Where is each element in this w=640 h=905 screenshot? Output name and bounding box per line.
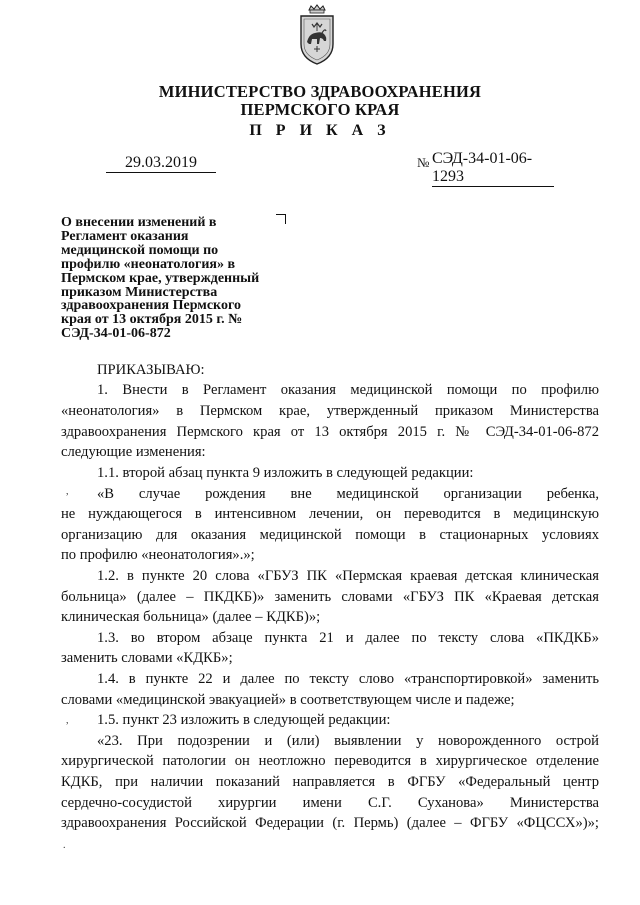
subject-line: СЭД-34-01-06-872 <box>61 326 171 342</box>
subject-line: медицинской помощи по <box>61 242 219 258</box>
ministry-region: ПЕРМСКОГО КРАЯ <box>240 100 400 119</box>
scan-speck: , <box>66 486 69 497</box>
subject-line: здравоохранения Пермского <box>61 298 241 314</box>
body-line: 1. Внести в Регламент оказания медицинской помощи по профилю <box>97 382 599 398</box>
scan-speck: . <box>63 840 66 851</box>
body-line: 1.2. в пункте 20 слова «ГБУЗ ПК «Пермская краевая детская клиническая <box>97 568 599 584</box>
scan-speck: , <box>66 715 69 726</box>
body-line: хирургической патологии он неотложно переводится в хирургическое отделение <box>61 753 599 769</box>
order-directive: ПРИКАЗЫВАЮ: <box>97 362 205 378</box>
body-line: организацию для оказания медицинской помощи в стационарных условиях <box>61 527 599 543</box>
body-line: 1.1. второй абзац пункта 9 изложить в следующей редакции: <box>97 465 474 481</box>
body-line: не нуждающегося в интенсивном лечении, он переводится в медицинскую <box>61 506 599 522</box>
document-type-title: П Р И К А З <box>249 122 391 139</box>
body-line: «23. При подозрении и (или) выявлении у новорожденного острой <box>97 733 599 749</box>
subject-line: О внесении изменений в <box>61 215 217 230</box>
body-line: 1.4. в пункте 22 и далее по тексту слово «транспортировкой» заменить <box>97 671 599 687</box>
subject-line: Пермском крае, утвержденный <box>61 270 260 286</box>
body-line: сердечно-сосудистой хирургии имени С.Г. Суханова» Министерства <box>61 795 599 811</box>
subject-line: Регламент оказания <box>61 228 189 244</box>
body-line: 1.5. пункт 23 изложить в следующей редакции: <box>97 712 391 728</box>
body-line: КДКБ, при наличии показаний направляется в ФГБУ «Федеральный центр <box>61 774 599 790</box>
body-line: «неонатология» в Пермском крае, утвержденный приказом Министерства <box>61 403 599 419</box>
body-line: заменить словами «КДКБ»; <box>61 650 233 666</box>
body-line: следующие изменения: <box>61 444 206 460</box>
body-line: по профилю «неонатология».»; <box>61 547 255 563</box>
order-subject <box>61 216 286 341</box>
order-number: СЭД-34-01-06-1293 <box>432 150 554 187</box>
body-line: клиническая больница» (далее – КДКБ)»; <box>61 609 321 625</box>
subject-line: края от 13 октября 2015 г. № <box>61 312 243 328</box>
body-line: «В случае рождения вне медицинской организации ребенка, <box>97 486 599 502</box>
body-line: 1.3. во втором абзаце пункта 21 и далее по тексту слова «ПКДКБ» <box>97 630 599 646</box>
number-sign: № <box>417 155 430 170</box>
ministry-name: МИНИСТЕРСТВО ЗДРАВООХРАНЕНИЯ <box>158 82 482 101</box>
coat-of-arms-icon <box>295 4 339 66</box>
body-line: больница» (далее – ПКДКБ)» заменить словами «ГБУЗ ПК «Краевая детская <box>61 589 599 605</box>
body-line: здравоохранения Пермского края от 13 октября 2015 г. № СЭД-34-01-06-872 <box>61 424 599 440</box>
body-line: словами «медицинской эвакуацией» в соответствующем числе и падеже; <box>61 692 515 708</box>
subject-line: приказом Министерства <box>61 284 218 300</box>
body-line: здравоохранения Российской Федерации (г. Пермь) (далее – ФГБУ «ФЦССХ»)»; <box>61 815 599 831</box>
order-date: 29.03.2019 <box>106 154 216 173</box>
subject-line: профилю «неонатология» в <box>61 256 236 272</box>
